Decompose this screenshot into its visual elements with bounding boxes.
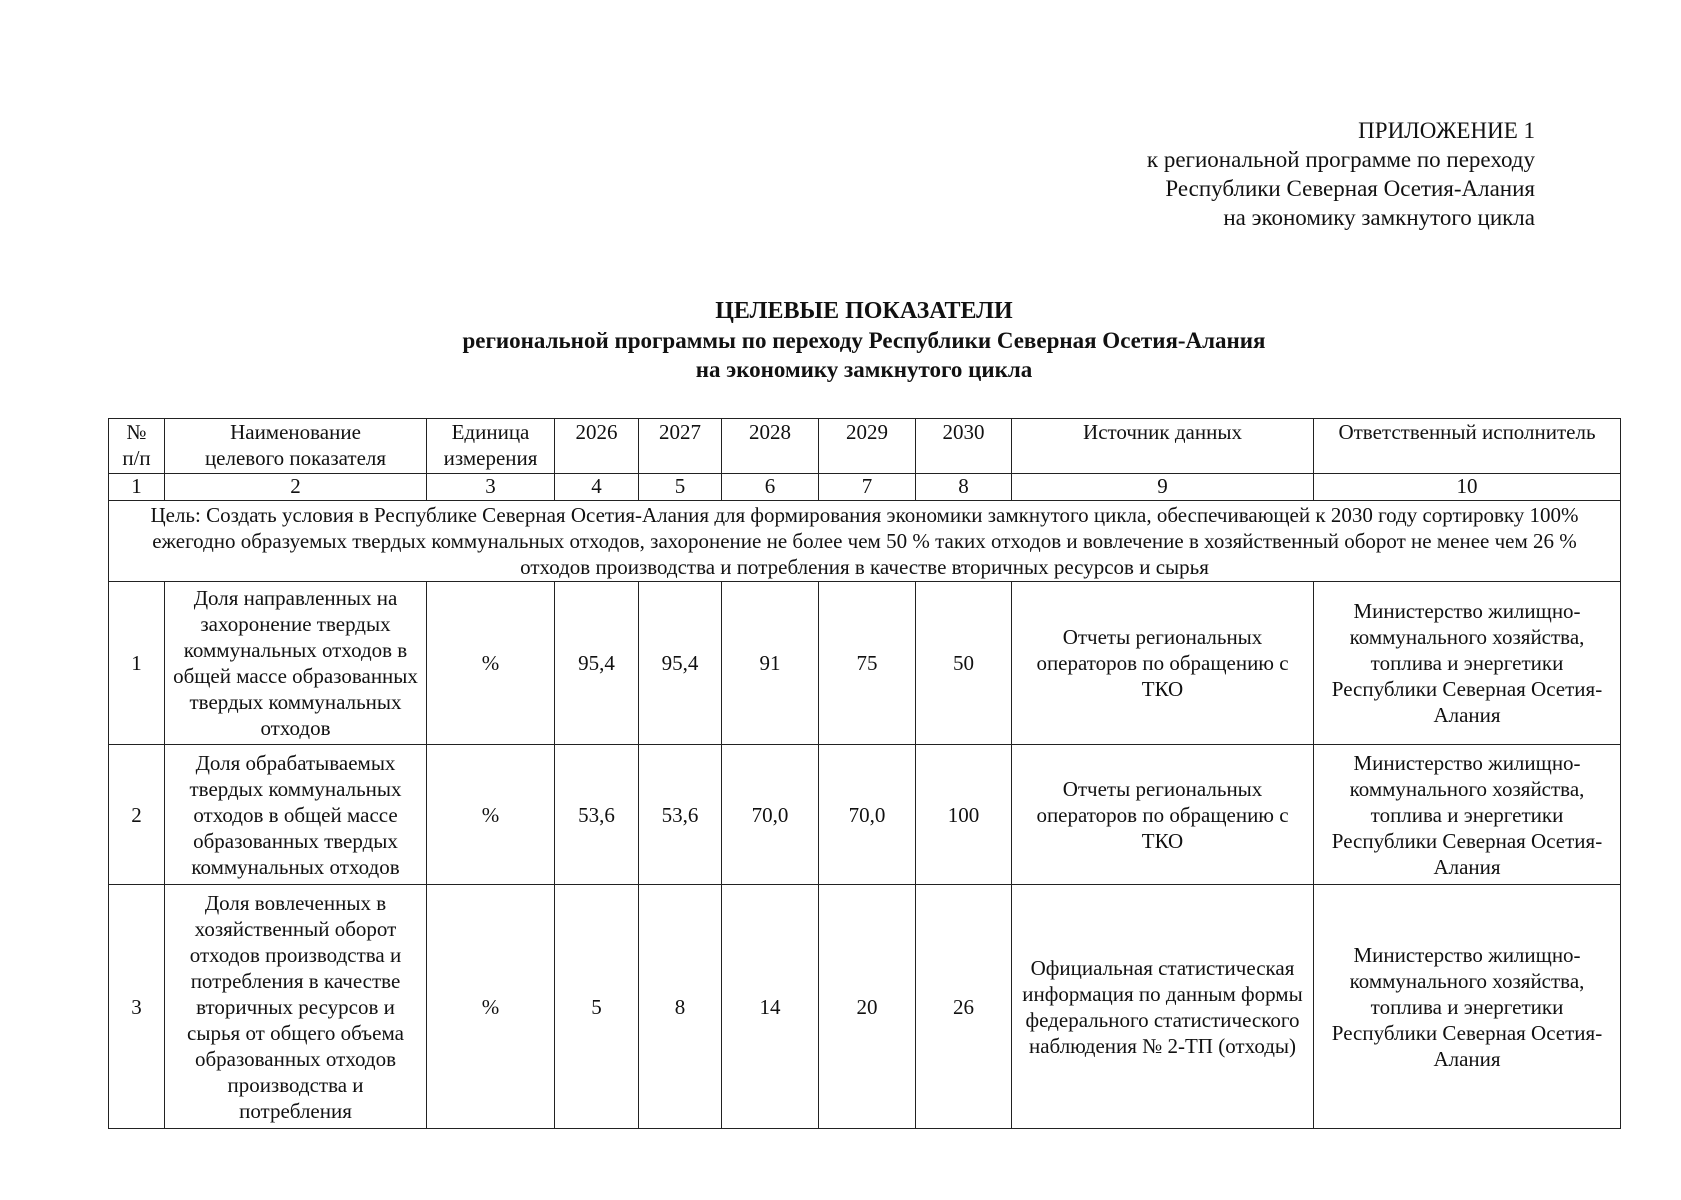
header-row: [109, 419, 1621, 474]
table-row: [109, 582, 1621, 745]
row-value-2030: 100: [916, 745, 1012, 885]
row-value-2026: 53,6: [555, 745, 639, 885]
column-number-row: [109, 474, 1621, 501]
column-number: 4: [555, 474, 639, 501]
column-number: 10: [1314, 474, 1621, 501]
row-source: Отчеты региональных операторов по обращению с ТКО: [1012, 582, 1314, 745]
header-2030: 2030: [916, 419, 1012, 474]
row-value-2028: 70,0: [722, 745, 819, 885]
row-executor: Министерство жилищно-коммунального хозяйства, топлива и энергетики Республики Северная Осетия-Алания: [1314, 745, 1621, 885]
header-num: [109, 419, 165, 474]
row-indicator-name: Доля обрабатываемых твердых коммунальных отходов в общей массе образованных твердых коммунальных отходов: [165, 745, 427, 885]
column-number: 3: [427, 474, 555, 501]
row-value-2029: 20: [819, 885, 916, 1129]
row-num: 1: [109, 582, 165, 745]
row-value-2027: 53,6: [639, 745, 722, 885]
header-name-line-1: Наименование: [230, 420, 361, 444]
table-row: [109, 745, 1621, 885]
row-value-2029: 70,0: [819, 745, 916, 885]
indicators-table: [108, 418, 1621, 1129]
header-2029: 2029: [819, 419, 916, 474]
row-num: 2: [109, 745, 165, 885]
appendix-line-1: к региональной программе по переходу: [1146, 147, 1535, 172]
row-indicator-name: Доля направленных на захоронение твердых коммунальных отходов в общей массе образованных твердых коммунальных отходов: [165, 582, 427, 745]
appendix-title: ПРИЛОЖЕНИЕ 1: [1358, 118, 1535, 143]
document-subtitle-line-1: региональной программы по переходу Республики Северная Осетия-Алания: [462, 328, 1266, 353]
header-unit-line-2: измерения: [443, 446, 538, 470]
appendix-line-3: на экономику замкнутого цикла: [1223, 205, 1535, 230]
header-unit: [427, 419, 555, 474]
header-name-line-2: целевого показателя: [204, 446, 387, 470]
column-number: 6: [722, 474, 819, 501]
row-unit: %: [427, 885, 555, 1129]
document-title: ЦЕЛЕВЫЕ ПОКАЗАТЕЛИ: [715, 298, 1013, 324]
header-num-line-2: п/п: [122, 446, 151, 470]
row-num: 3: [109, 885, 165, 1129]
header-unit-line-1: Единица: [451, 420, 530, 444]
row-value-2026: 5: [555, 885, 639, 1129]
column-number: 7: [819, 474, 916, 501]
table-row: [109, 885, 1621, 1129]
goal-row: [109, 501, 1621, 582]
header-name: [165, 419, 427, 474]
column-number: 8: [916, 474, 1012, 501]
header-executor: Ответственный исполнитель: [1314, 419, 1621, 474]
row-value-2028: 91: [722, 582, 819, 745]
row-executor: Министерство жилищно-коммунального хозяйства, топлива и энергетики Республики Северная Осетия-Алания: [1314, 885, 1621, 1129]
column-number: 5: [639, 474, 722, 501]
header-2028: 2028: [722, 419, 819, 474]
document-heading: [108, 297, 1620, 384]
row-value-2027: 8: [639, 885, 722, 1129]
goal-text: Цель: Создать условия в Республике Северная Осетия-Алания для формирования экономики замкнутого цикла, обеспечивающей к 2030 году сортировку 100% ежегодно образуемых твердых коммунальных отходов, захоронение не более чем 50 % таких отходов и вовлечение в хозяйственный оборот не менее чем 26 % отходов производства и потребления в качестве вторичных ресурсов и сырья: [109, 501, 1621, 582]
column-number: 9: [1012, 474, 1314, 501]
row-indicator-name: Доля вовлеченных в хозяйственный оборот отходов производства и потребления в качестве вторичных ресурсов и сырья от общего объема образованных отходов производства и потребления: [165, 885, 427, 1129]
row-value-2026: 95,4: [555, 582, 639, 745]
appendix-block: [1147, 116, 1535, 232]
row-source: Официальная статистическая информация по данным формы федерального статистического наблюдения № 2-ТП (отходы): [1012, 885, 1314, 1129]
row-unit: %: [427, 745, 555, 885]
header-num-line-1: №: [126, 420, 147, 444]
row-executor: Министерство жилищно-коммунального хозяйства, топлива и энергетики Республики Северная Осетия-Алания: [1314, 582, 1621, 745]
row-value-2030: 26: [916, 885, 1012, 1129]
header-source: Источник данных: [1012, 419, 1314, 474]
header-2026: 2026: [555, 419, 639, 474]
row-unit: %: [427, 582, 555, 745]
column-number: 2: [165, 474, 427, 501]
header-2027: 2027: [639, 419, 722, 474]
row-value-2028: 14: [722, 885, 819, 1129]
column-number: 1: [109, 474, 165, 501]
row-source: Отчеты региональных операторов по обращению с ТКО: [1012, 745, 1314, 885]
row-value-2027: 95,4: [639, 582, 722, 745]
row-value-2029: 75: [819, 582, 916, 745]
document-subtitle-line-2: на экономику замкнутого цикла: [695, 357, 1033, 382]
row-value-2030: 50: [916, 582, 1012, 745]
appendix-line-2: Республики Северная Осетия-Алания: [1165, 176, 1535, 201]
